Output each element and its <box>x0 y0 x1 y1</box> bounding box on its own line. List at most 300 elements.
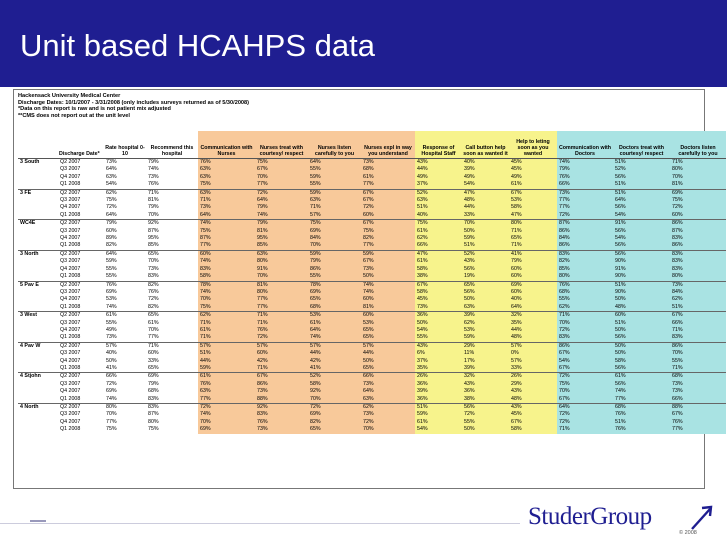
score-cell: 53% <box>106 296 117 303</box>
table-row <box>18 373 726 381</box>
discharge-date-cell: Q3 2007 <box>60 319 81 326</box>
score-cell: 59% <box>361 250 415 258</box>
score-cell: 50% <box>462 296 509 303</box>
score-cell: 75% <box>148 426 159 433</box>
footer-divider <box>0 523 520 524</box>
score-cell: 59% <box>198 365 255 373</box>
unit-name-cell <box>18 334 58 342</box>
score-cell: 83% <box>146 404 198 412</box>
score-cell: 65% <box>361 365 415 373</box>
table-row <box>18 396 726 404</box>
unit-name-cell <box>18 273 58 281</box>
score-cell: 77% <box>557 204 613 211</box>
score-cell: 73% <box>557 189 613 197</box>
report-header-line: *Data on this report is raw and is not patient mix adjusted <box>18 106 171 112</box>
score-cell: 44% <box>509 327 557 334</box>
score-cell: 58% <box>613 358 670 365</box>
score-cell: 85% <box>255 242 308 250</box>
score-cell: 81% <box>255 281 308 289</box>
score-cell: 87% <box>670 228 726 235</box>
unit-name-cell: 4 North <box>18 404 58 412</box>
table-row <box>18 242 726 250</box>
discharge-date-cell: Q2 2007 <box>58 373 104 381</box>
score-cell: 80% <box>148 418 159 425</box>
score-cell: 71% <box>308 204 361 211</box>
logo-arrow-icon <box>690 505 714 531</box>
score-cell: 67% <box>557 350 613 357</box>
score-cell: 64% <box>308 159 361 167</box>
score-cell: 51% <box>613 281 670 289</box>
score-cell: 50% <box>613 342 670 350</box>
score-cell: 59% <box>308 174 361 181</box>
score-cell: 75% <box>106 426 117 433</box>
score-cell: 32% <box>509 312 557 320</box>
table-row <box>18 181 726 189</box>
score-cell: 29% <box>462 342 509 350</box>
score-cell: 39% <box>415 388 462 395</box>
score-cell: 63% <box>198 174 255 181</box>
unit-name-cell <box>18 358 58 365</box>
score-cell: 75% <box>198 304 255 312</box>
column-header: Response of Hospital Staff <box>415 131 462 159</box>
score-cell: 67% <box>509 189 557 197</box>
score-cell: 51% <box>613 320 670 327</box>
score-cell: 74% <box>308 334 361 342</box>
unit-name-cell <box>18 228 58 235</box>
score-cell: 95% <box>148 235 159 242</box>
report-header-line: Discharge Dates: 10/1/2007 - 3/31/2008 (only includes surveys returned as of 5/30/2008) <box>18 99 250 106</box>
score-cell: 41% <box>106 364 117 371</box>
score-cell: 69% <box>106 388 117 395</box>
unit-name-cell <box>18 242 58 250</box>
unit-name-cell <box>18 396 58 404</box>
score-cell: 72% <box>557 419 613 426</box>
score-cell: 83% <box>670 334 726 342</box>
score-cell: 79% <box>255 220 308 228</box>
score-cell: 74% <box>106 303 117 310</box>
table-row <box>18 235 726 242</box>
score-cell: 73% <box>255 426 308 433</box>
score-cell: 35% <box>509 320 557 327</box>
score-cell: 45% <box>509 159 557 167</box>
score-cell: 57% <box>308 212 361 220</box>
score-cell: 59% <box>462 334 509 342</box>
table-row <box>18 342 726 350</box>
score-cell: 73% <box>106 159 117 165</box>
score-cell: 71% <box>670 327 726 334</box>
score-cell: 70% <box>255 174 308 181</box>
score-cell: 70% <box>557 388 613 395</box>
table-row <box>18 228 726 235</box>
discharge-date-cell: Q2 2007 <box>58 342 104 350</box>
table-row <box>18 159 726 167</box>
score-cell: 72% <box>255 334 308 342</box>
score-cell: 50% <box>361 358 415 365</box>
discharge-date-cell: Q3 2007 <box>60 288 81 295</box>
score-cell: 90% <box>613 273 670 281</box>
unit-name-cell <box>18 166 58 173</box>
score-cell: 65% <box>308 426 361 433</box>
score-cell: 79% <box>148 380 159 387</box>
score-cell: 75% <box>198 181 255 189</box>
score-cell: 60% <box>361 212 415 220</box>
score-cell: 89% <box>106 235 117 242</box>
score-cell: 73% <box>670 381 726 388</box>
discharge-date-cell: Q4 2007 <box>60 173 81 180</box>
score-cell: 43% <box>462 258 509 265</box>
score-cell: 76% <box>255 419 308 426</box>
score-cell: 19% <box>462 273 509 281</box>
table-row <box>18 358 726 365</box>
unit-name-cell <box>18 181 58 189</box>
table-row <box>18 404 726 412</box>
score-cell: 55% <box>106 319 117 326</box>
score-cell: 62% <box>104 189 146 197</box>
score-cell: 59% <box>106 258 117 265</box>
score-cell: 43% <box>415 342 462 350</box>
score-cell: 74% <box>255 212 308 220</box>
score-cell: 72% <box>148 296 159 303</box>
score-cell: 86% <box>670 220 726 228</box>
score-cell: 66% <box>670 396 726 404</box>
score-cell: 86% <box>557 228 613 235</box>
score-cell: 58% <box>198 273 255 281</box>
score-cell: 64% <box>308 327 361 334</box>
unit-name-cell <box>18 266 58 273</box>
score-cell: 61% <box>613 373 670 381</box>
score-cell: 55% <box>670 358 726 365</box>
table-row <box>18 388 726 395</box>
discharge-date-cell: Q2 2007 <box>58 404 104 412</box>
score-cell: 83% <box>255 411 308 418</box>
score-cell: 42% <box>308 358 361 365</box>
score-cell: 51% <box>613 181 670 189</box>
score-cell: 73% <box>198 204 255 211</box>
score-cell: 44% <box>361 350 415 357</box>
score-cell: 80% <box>670 166 726 173</box>
table-row <box>18 273 726 281</box>
discharge-date-cell: Q1 2008 <box>60 334 81 341</box>
score-cell: 95% <box>255 235 308 242</box>
score-cell: 51% <box>415 404 462 412</box>
discharge-date-cell: Q2 2007 <box>58 312 104 320</box>
score-cell: 86% <box>557 242 613 250</box>
score-cell: 70% <box>308 396 361 404</box>
score-cell: 50% <box>462 228 509 235</box>
table-row <box>18 266 726 273</box>
score-cell: 53% <box>361 320 415 327</box>
score-cell: 67% <box>361 220 415 228</box>
score-cell: 56% <box>462 266 509 273</box>
score-cell: 72% <box>361 419 415 426</box>
score-cell: 61% <box>415 228 462 235</box>
score-cell: 50% <box>415 320 462 327</box>
score-cell: 57% <box>255 342 308 350</box>
unit-name-cell: 3 South <box>20 159 40 165</box>
score-cell: 72% <box>308 404 361 412</box>
score-cell: 65% <box>361 334 415 342</box>
score-cell: 75% <box>106 197 117 204</box>
score-cell: 63% <box>415 197 462 204</box>
score-cell: 71% <box>146 189 198 197</box>
score-cell: 77% <box>361 242 415 250</box>
score-cell: 72% <box>557 411 613 418</box>
score-cell: 72% <box>255 189 308 197</box>
table-row <box>18 350 726 357</box>
score-cell: 83% <box>670 266 726 273</box>
score-cell: 33% <box>148 357 159 364</box>
score-cell: 71% <box>509 228 557 235</box>
score-cell: 70% <box>462 220 509 228</box>
unit-name-cell <box>18 296 58 303</box>
score-cell: 48% <box>613 304 670 312</box>
score-cell: 29% <box>509 381 557 388</box>
discharge-date-cell: Q1 2008 <box>60 181 81 188</box>
score-cell: 49% <box>509 174 557 181</box>
score-cell: 76% <box>104 281 146 289</box>
score-cell: 60% <box>198 250 255 258</box>
score-cell: 56% <box>613 204 670 211</box>
score-cell: 64% <box>613 197 670 204</box>
score-cell: 70% <box>670 174 726 181</box>
score-cell: 61% <box>308 320 361 327</box>
score-cell: 39% <box>462 166 509 173</box>
discharge-date-cell: Q3 2007 <box>60 258 81 265</box>
score-cell: 67% <box>361 197 415 204</box>
column-header: Recommend this hospital <box>146 131 198 159</box>
unit-name-cell <box>18 235 58 242</box>
score-cell: 43% <box>462 381 509 388</box>
score-cell: 57% <box>104 342 146 350</box>
score-cell: 70% <box>255 273 308 281</box>
score-cell: 55% <box>106 265 117 272</box>
score-cell: 67% <box>557 396 613 404</box>
score-cell: 65% <box>361 327 415 334</box>
score-cell: 70% <box>557 320 613 327</box>
score-cell: 56% <box>613 242 670 250</box>
unit-name-cell <box>18 411 58 418</box>
score-cell: 87% <box>148 411 159 418</box>
score-cell: 66% <box>670 320 726 327</box>
score-cell: 63% <box>255 250 308 258</box>
score-cell: 42% <box>255 358 308 365</box>
score-cell: 71% <box>255 320 308 327</box>
score-cell: 39% <box>462 312 509 320</box>
score-cell: 32% <box>462 373 509 381</box>
discharge-date-cell: Q4 2007 <box>60 235 81 242</box>
score-cell: 57% <box>198 342 255 350</box>
score-cell: 71% <box>557 426 613 433</box>
score-cell: 51% <box>462 242 509 250</box>
score-cell: 64% <box>104 250 146 258</box>
column-header: Nurses listen carefully to you <box>308 131 361 159</box>
score-cell: 81% <box>148 197 159 204</box>
discharge-date-cell: Q1 2008 <box>60 273 81 280</box>
column-header: Communication with Nurses <box>198 131 255 159</box>
score-cell: 77% <box>106 418 117 425</box>
footer-accent <box>30 520 46 522</box>
table-row <box>18 334 726 342</box>
score-cell: 50% <box>613 350 670 357</box>
discharge-date-cell: Q2 2007 <box>58 250 104 258</box>
score-cell: 76% <box>613 411 670 418</box>
discharge-date-cell: Q1 2008 <box>60 364 81 371</box>
score-cell: 47% <box>462 189 509 197</box>
score-cell: 62% <box>415 235 462 242</box>
score-cell: 61% <box>198 327 255 334</box>
table-row <box>18 381 726 388</box>
score-cell: 88% <box>255 396 308 404</box>
score-cell: 47% <box>415 250 462 258</box>
discharge-date-cell: Q3 2007 <box>60 380 81 387</box>
score-cell: 73% <box>361 381 415 388</box>
score-cell: 61% <box>148 319 159 326</box>
score-cell: 70% <box>148 326 159 333</box>
score-cell: 71% <box>198 320 255 327</box>
score-cell: 54% <box>557 358 613 365</box>
score-cell: 80% <box>255 289 308 296</box>
unit-name-cell <box>18 304 58 312</box>
score-cell: 91% <box>613 220 670 228</box>
report-header-line: Hackensack University Medical Center <box>18 93 121 99</box>
score-cell: 54% <box>462 181 509 189</box>
score-cell: 69% <box>146 373 198 381</box>
report-header-line: **CMS does not report out at the unit level <box>18 112 130 119</box>
studer-group-logo <box>528 503 718 539</box>
discharge-date-cell: Q3 2007 <box>60 411 81 418</box>
score-cell: 63% <box>106 173 117 180</box>
score-cell: 86% <box>557 342 613 350</box>
score-cell: 57% <box>361 342 415 350</box>
score-cell: 79% <box>308 258 361 265</box>
score-cell: 78% <box>198 281 255 289</box>
score-cell: 83% <box>557 250 613 258</box>
title-banner <box>0 0 727 87</box>
score-cell: 86% <box>308 266 361 273</box>
score-cell: 36% <box>415 396 462 404</box>
score-cell: 58% <box>509 204 557 211</box>
score-cell: 70% <box>106 411 117 418</box>
score-cell: 61% <box>509 181 557 189</box>
score-cell: 65% <box>308 296 361 303</box>
score-cell: 53% <box>462 327 509 334</box>
score-cell: 73% <box>670 281 726 289</box>
score-cell: 80% <box>509 220 557 228</box>
score-cell: 87% <box>557 220 613 228</box>
score-cell: 64% <box>106 166 117 173</box>
score-cell: 61% <box>415 419 462 426</box>
score-cell: 56% <box>613 228 670 235</box>
score-cell: 68% <box>361 166 415 173</box>
score-cell: 73% <box>148 265 159 272</box>
score-cell: 79% <box>509 258 557 265</box>
score-cell: 54% <box>106 181 117 188</box>
score-cell: 62% <box>361 404 415 412</box>
score-cell: 77% <box>255 296 308 303</box>
hcahps-table <box>18 131 726 434</box>
column-header: Nurses expl in way you understand <box>361 131 415 159</box>
score-cell: 79% <box>148 204 159 211</box>
score-cell: 51% <box>670 304 726 312</box>
score-cell: 74% <box>557 159 613 167</box>
score-cell: 62% <box>462 320 509 327</box>
score-cell: 74% <box>106 395 117 402</box>
table-row <box>18 320 726 327</box>
score-cell: 69% <box>308 289 361 296</box>
score-cell: 51% <box>415 204 462 211</box>
table-row <box>18 212 726 220</box>
unit-name-cell <box>18 320 58 327</box>
table-row <box>18 296 726 303</box>
column-header: Communication with Doctors <box>557 131 613 159</box>
table-row <box>18 419 726 426</box>
unit-name-cell: 3 FE <box>18 189 58 197</box>
score-cell: 60% <box>148 350 159 357</box>
score-cell: 76% <box>148 181 159 188</box>
score-cell: 55% <box>308 273 361 281</box>
score-cell: 54% <box>415 426 462 433</box>
score-cell: 53% <box>308 312 361 320</box>
score-cell: 72% <box>557 327 613 334</box>
score-cell: 71% <box>557 312 613 320</box>
discharge-date-cell: Q2 2007 <box>58 281 104 289</box>
score-cell: 63% <box>462 304 509 312</box>
score-cell: 33% <box>509 365 557 373</box>
score-cell: 48% <box>509 334 557 342</box>
column-header: Discharge Date* <box>58 131 104 159</box>
score-cell: 45% <box>415 296 462 303</box>
score-cell: 75% <box>308 220 361 228</box>
score-cell: 39% <box>462 365 509 373</box>
score-cell: 61% <box>415 258 462 265</box>
score-cell: 74% <box>361 281 415 289</box>
score-cell: 75% <box>255 159 308 167</box>
score-cell: 59% <box>415 411 462 418</box>
score-cell: 63% <box>308 197 361 204</box>
score-cell: 72% <box>557 212 613 220</box>
unit-name-cell <box>18 381 58 388</box>
score-cell: 76% <box>148 288 159 295</box>
score-cell: 67% <box>415 281 462 289</box>
score-cell: 56% <box>613 334 670 342</box>
score-cell: 75% <box>670 197 726 204</box>
score-cell: 68% <box>148 388 159 395</box>
score-cell: 70% <box>148 258 159 265</box>
score-cell: 71% <box>198 334 255 342</box>
table-row <box>18 327 726 334</box>
score-cell: 38% <box>415 273 462 281</box>
score-cell: 85% <box>148 242 159 249</box>
score-cell: 86% <box>255 381 308 388</box>
score-cell: 57% <box>308 342 361 350</box>
score-cell: 67% <box>361 258 415 265</box>
score-cell: 59% <box>308 250 361 258</box>
score-cell: 44% <box>198 358 255 365</box>
score-cell: 56% <box>613 381 670 388</box>
score-cell: 79% <box>148 159 159 165</box>
score-cell: 44% <box>415 166 462 173</box>
score-cell: 74% <box>148 166 159 173</box>
score-cell: 64% <box>361 388 415 395</box>
score-cell: 58% <box>308 381 361 388</box>
column-header: Call button help soon as wanted it <box>462 131 509 159</box>
unit-name-cell: 4 Stjohn <box>18 373 58 381</box>
score-cell: 45% <box>509 166 557 173</box>
score-cell: 74% <box>198 220 255 228</box>
score-cell: 61% <box>361 174 415 181</box>
score-cell: 68% <box>308 304 361 312</box>
score-cell: 6% <box>415 350 462 357</box>
